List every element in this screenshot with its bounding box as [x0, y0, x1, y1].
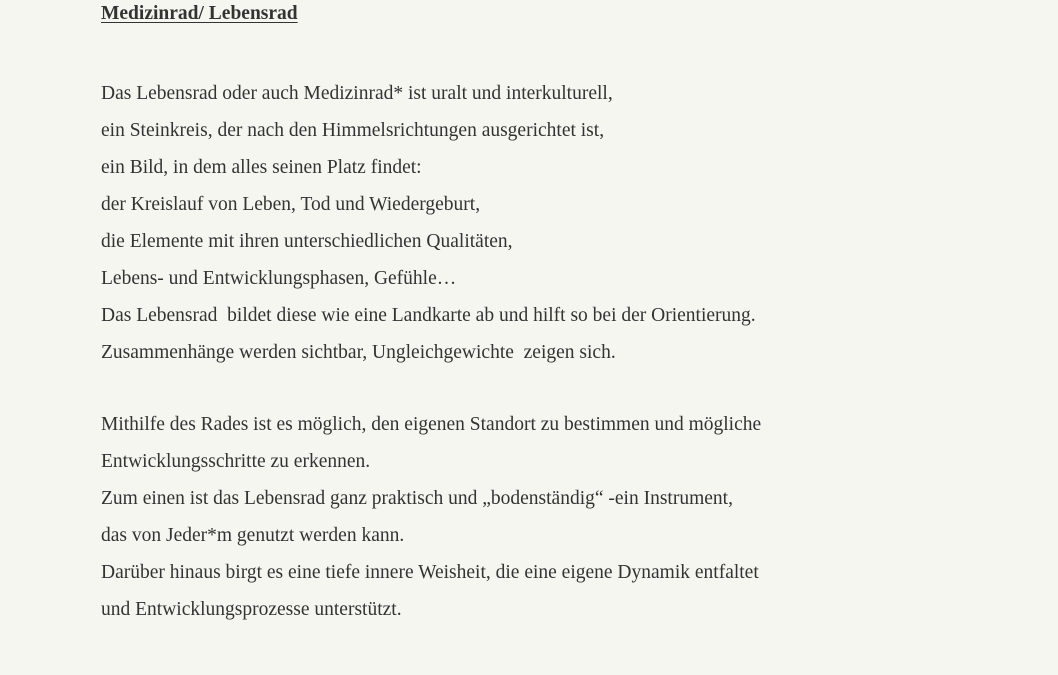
- text-line: Zusammenhänge werden sichtbar, Ungleichgewichte zeigen sich.: [101, 342, 616, 363]
- text-line: Das Lebensrad oder auch Medizinrad* ist uralt und interkulturell,: [101, 83, 613, 104]
- text-line: ein Steinkreis, der nach den Himmelsrichtungen ausgerichtet ist,: [101, 120, 605, 141]
- text-line: Das Lebensrad bildet diese wie eine Landkarte ab und hilft so bei der Orientierung.: [101, 305, 756, 326]
- text-line: Entwicklungsschritte zu erkennen.: [101, 451, 371, 472]
- text-line: Zum einen ist das Lebensrad ganz praktisch und „bodenständig“ -ein Instrument,: [101, 488, 733, 509]
- text-line: der Kreislauf von Leben, Tod und Wiedergeburt,: [101, 194, 481, 215]
- text-line: ein Bild, in dem alles seinen Platz findet:: [101, 157, 422, 178]
- text-line: die Elemente mit ihren unterschiedlichen Qualitäten,: [101, 231, 513, 252]
- page-title: Medizinrad/ Lebensrad: [101, 3, 298, 24]
- text-line: und Entwicklungsprozesse unterstützt.: [101, 599, 402, 620]
- text-line: Darüber hinaus birgt es eine tiefe innere Weisheit, die eine eigene Dynamik entfaltet: [101, 562, 759, 583]
- text-line: das von Jeder*m genutzt werden kann.: [101, 525, 405, 546]
- paragraph-intro: [101, 75, 756, 371]
- document-page: [101, 0, 1001, 675]
- paragraph-usage: [101, 406, 761, 628]
- text-line: Mithilfe des Rades ist es möglich, den eigenen Standort zu bestimmen und mögliche: [101, 414, 762, 435]
- text-line: Lebens- und Entwicklungsphasen, Gefühle…: [101, 268, 457, 289]
